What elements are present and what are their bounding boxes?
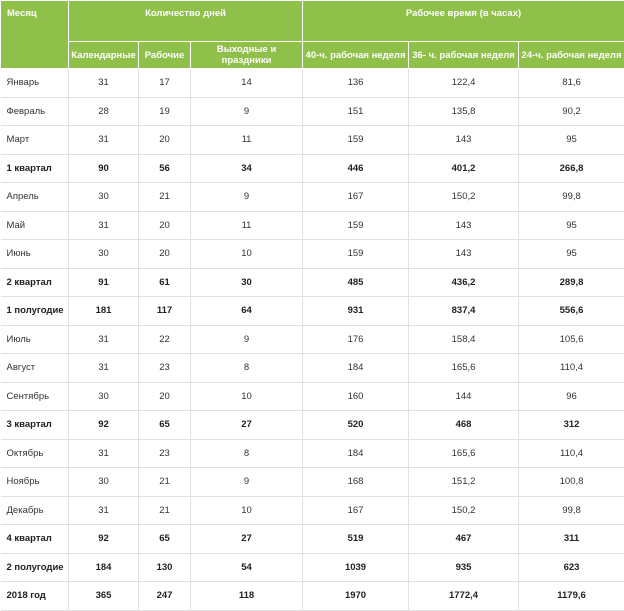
cell-work-days: 20 [139,382,191,411]
cell-hours-24: 100,8 [519,468,624,497]
cell-hours-36: 135,8 [409,97,519,126]
cell-hours-24: 311 [519,525,624,554]
cell-calendar-days: 365 [69,582,139,611]
cell-work-days: 247 [139,582,191,611]
cell-hours-24: 99,8 [519,496,624,525]
cell-work-days: 20 [139,211,191,240]
table-row [1,69,624,98]
cell-work-days: 61 [139,268,191,297]
cell-month: 1 полугодие [1,297,69,326]
cell-calendar-days: 91 [69,268,139,297]
cell-hours-36: 165,6 [409,354,519,383]
cell-days-off: 9 [191,325,303,354]
cell-hours-24: 110,4 [519,354,624,383]
cell-hours-36: 401,2 [409,154,519,183]
cell-hours-40: 159 [303,240,409,269]
cell-hours-24: 95 [519,211,624,240]
cell-month: 4 квартал [1,525,69,554]
table-row [1,354,624,383]
cell-hours-24: 1179,6 [519,582,624,611]
cell-calendar-days: 30 [69,382,139,411]
cell-calendar-days: 31 [69,325,139,354]
cell-hours-24: 312 [519,411,624,440]
cell-work-days: 23 [139,354,191,383]
cell-work-days: 56 [139,154,191,183]
cell-work-days: 23 [139,439,191,468]
header-days-group: Количество дней [69,1,303,42]
cell-hours-40: 160 [303,382,409,411]
cell-hours-24: 90,2 [519,97,624,126]
table-row [1,325,624,354]
cell-calendar-days: 30 [69,468,139,497]
cell-month: Июнь [1,240,69,269]
cell-calendar-days: 92 [69,411,139,440]
header-hours-group: Рабочее время (в часах) [303,1,624,42]
cell-days-off: 64 [191,297,303,326]
header-hours-24: 24-ч. рабочая неделя [519,42,624,69]
cell-hours-40: 184 [303,439,409,468]
cell-days-off: 30 [191,268,303,297]
cell-hours-36: 143 [409,126,519,155]
cell-hours-40: 168 [303,468,409,497]
cell-days-off: 10 [191,496,303,525]
cell-hours-40: 167 [303,496,409,525]
table-row [1,297,624,326]
cell-hours-24: 289,8 [519,268,624,297]
cell-calendar-days: 92 [69,525,139,554]
cell-calendar-days: 31 [69,126,139,155]
cell-days-off: 9 [191,468,303,497]
header-row-groups [1,1,624,42]
cell-hours-40: 520 [303,411,409,440]
cell-hours-36: 151,2 [409,468,519,497]
table-row [1,183,624,212]
header-work-days: Рабочие [139,42,191,69]
table-row [1,411,624,440]
table-row [1,525,624,554]
cell-calendar-days: 90 [69,154,139,183]
cell-calendar-days: 31 [69,354,139,383]
cell-calendar-days: 28 [69,97,139,126]
cell-hours-40: 159 [303,126,409,155]
cell-days-off: 8 [191,354,303,383]
header-hours-40: 40-ч. рабочая неделя [303,42,409,69]
header-calendar-days: Календарные [69,42,139,69]
cell-days-off: 34 [191,154,303,183]
cell-work-days: 19 [139,97,191,126]
cell-hours-24: 95 [519,240,624,269]
cell-hours-36: 837,4 [409,297,519,326]
cell-month: Сентябрь [1,382,69,411]
cell-month: Декабрь [1,496,69,525]
cell-hours-40: 167 [303,183,409,212]
cell-days-off: 9 [191,183,303,212]
cell-days-off: 27 [191,525,303,554]
cell-hours-40: 151 [303,97,409,126]
header-month: Месяц [1,1,69,69]
table-row [1,496,624,525]
cell-month: 3 квартал [1,411,69,440]
cell-days-off: 11 [191,211,303,240]
cell-hours-40: 931 [303,297,409,326]
cell-month: Февраль [1,97,69,126]
cell-month: 2018 год [1,582,69,611]
cell-hours-36: 143 [409,240,519,269]
header-row-columns [1,42,624,69]
cell-work-days: 65 [139,411,191,440]
cell-calendar-days: 30 [69,183,139,212]
table-row [1,468,624,497]
cell-hours-36: 150,2 [409,183,519,212]
table-row [1,240,624,269]
cell-hours-24: 556,6 [519,297,624,326]
table-row [1,126,624,155]
cell-month: Ноябрь [1,468,69,497]
cell-hours-40: 1970 [303,582,409,611]
table-row [1,154,624,183]
cell-hours-40: 519 [303,525,409,554]
cell-hours-40: 1039 [303,553,409,582]
cell-hours-40: 159 [303,211,409,240]
cell-hours-36: 144 [409,382,519,411]
cell-hours-24: 99,8 [519,183,624,212]
cell-calendar-days: 31 [69,439,139,468]
table-row [1,382,624,411]
cell-work-days: 21 [139,496,191,525]
cell-days-off: 10 [191,382,303,411]
cell-work-days: 17 [139,69,191,98]
cell-hours-36: 122,4 [409,69,519,98]
cell-hours-36: 143 [409,211,519,240]
cell-hours-24: 95 [519,126,624,155]
cell-days-off: 10 [191,240,303,269]
cell-days-off: 27 [191,411,303,440]
cell-work-days: 20 [139,240,191,269]
cell-work-days: 20 [139,126,191,155]
cell-hours-24: 623 [519,553,624,582]
cell-days-off: 54 [191,553,303,582]
cell-work-days: 65 [139,525,191,554]
cell-hours-36: 467 [409,525,519,554]
cell-month: Март [1,126,69,155]
cell-month: 1 квартал [1,154,69,183]
cell-month: 2 квартал [1,268,69,297]
cell-work-days: 21 [139,468,191,497]
cell-hours-40: 136 [303,69,409,98]
header-hours-36: 36- ч. рабочая неделя [409,42,519,69]
cell-calendar-days: 31 [69,211,139,240]
cell-days-off: 14 [191,69,303,98]
cell-hours-24: 81,6 [519,69,624,98]
cell-month: 2 полугодие [1,553,69,582]
table-row [1,268,624,297]
cell-month: Август [1,354,69,383]
cell-work-days: 130 [139,553,191,582]
cell-hours-36: 935 [409,553,519,582]
cell-hours-40: 485 [303,268,409,297]
cell-hours-36: 1772,4 [409,582,519,611]
cell-month: Январь [1,69,69,98]
cell-calendar-days: 31 [69,496,139,525]
cell-hours-36: 165,6 [409,439,519,468]
cell-calendar-days: 31 [69,69,139,98]
table-row [1,211,624,240]
cell-hours-40: 184 [303,354,409,383]
table-row [1,553,624,582]
cell-days-off: 9 [191,97,303,126]
cell-calendar-days: 184 [69,553,139,582]
table-row [1,97,624,126]
cell-work-days: 22 [139,325,191,354]
header-days-off: Выходные и праздники [191,42,303,69]
cell-hours-36: 468 [409,411,519,440]
cell-work-days: 117 [139,297,191,326]
table-row [1,582,624,611]
cell-calendar-days: 30 [69,240,139,269]
cell-hours-40: 176 [303,325,409,354]
cell-hours-24: 110,4 [519,439,624,468]
cell-days-off: 8 [191,439,303,468]
cell-hours-24: 266,8 [519,154,624,183]
cell-month: Октябрь [1,439,69,468]
cell-hours-36: 150,2 [409,496,519,525]
cell-hours-36: 158,4 [409,325,519,354]
cell-hours-24: 105,6 [519,325,624,354]
table-row [1,439,624,468]
cell-hours-40: 446 [303,154,409,183]
cell-hours-24: 96 [519,382,624,411]
cell-days-off: 118 [191,582,303,611]
cell-days-off: 11 [191,126,303,155]
cell-month: Май [1,211,69,240]
cell-calendar-days: 181 [69,297,139,326]
cell-hours-36: 436,2 [409,268,519,297]
cell-month: Июль [1,325,69,354]
cell-work-days: 21 [139,183,191,212]
cell-month: Апрель [1,183,69,212]
